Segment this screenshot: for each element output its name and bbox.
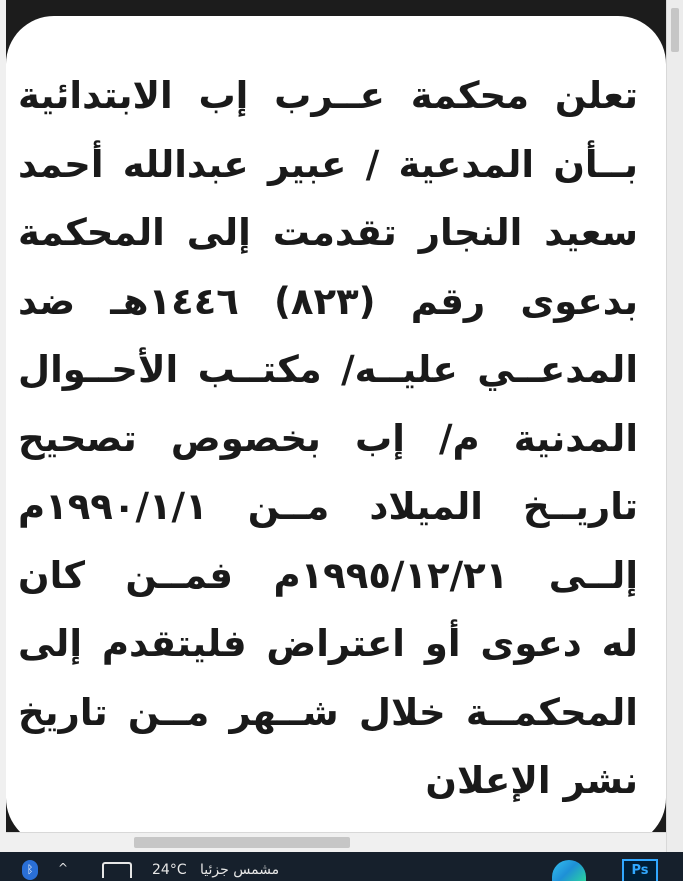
- announcement-line: إلــى ١٩٩٥/١٢/٢١م فمــن كان: [18, 553, 638, 597]
- vertical-scrollbar-thumb[interactable]: [671, 8, 679, 52]
- announcement-line: بــأن المدعية / عبير عبدالله أحمد: [18, 142, 638, 186]
- announcement-line: تعلن محكمة عــرب إب الابتدائية: [18, 74, 638, 117]
- taskbar: [0, 852, 683, 881]
- announcement-line: المدنية م/ إب بخصوص تصحيح: [18, 416, 638, 460]
- announcement-line: له دعوى أو اعتراض فليتقدم إلى: [18, 622, 638, 665]
- photoshop-icon[interactable]: Ps: [622, 859, 658, 881]
- chevron-up-icon[interactable]: ^: [58, 861, 69, 875]
- announcement-line: المدعــي عليــه/ مكتــب الأحــوال: [18, 348, 638, 391]
- bluetooth-icon[interactable]: ᛒ: [22, 860, 38, 880]
- temperature-label[interactable]: 24°C: [152, 862, 187, 878]
- horizontal-scrollbar-thumb[interactable]: [134, 837, 350, 848]
- announcement-card: [6, 16, 666, 832]
- announcement-line: المحكمــة خلال شــهر مــن تاريخ: [18, 690, 638, 734]
- announcement-line: سعيد النجار تقدمت إلى المحكمة: [18, 211, 638, 254]
- announcement-line: بدعوى رقم (٨٢٣) ١٤٤٦هـ ضد: [18, 279, 638, 323]
- horizontal-scrollbar[interactable]: [6, 832, 666, 853]
- announcement-text: [18, 62, 638, 816]
- announcement-line: تاريــخ الميلاد مــن ١٩٩٠/١/١م: [18, 485, 638, 528]
- announcement-line: نشر الإعلان: [425, 759, 638, 802]
- weather-icon[interactable]: [102, 862, 132, 878]
- vertical-scrollbar[interactable]: [666, 0, 683, 852]
- image-viewport: [6, 0, 666, 832]
- edge-browser-icon[interactable]: [552, 860, 586, 881]
- weather-label[interactable]: مشمس جزئيا: [200, 862, 280, 878]
